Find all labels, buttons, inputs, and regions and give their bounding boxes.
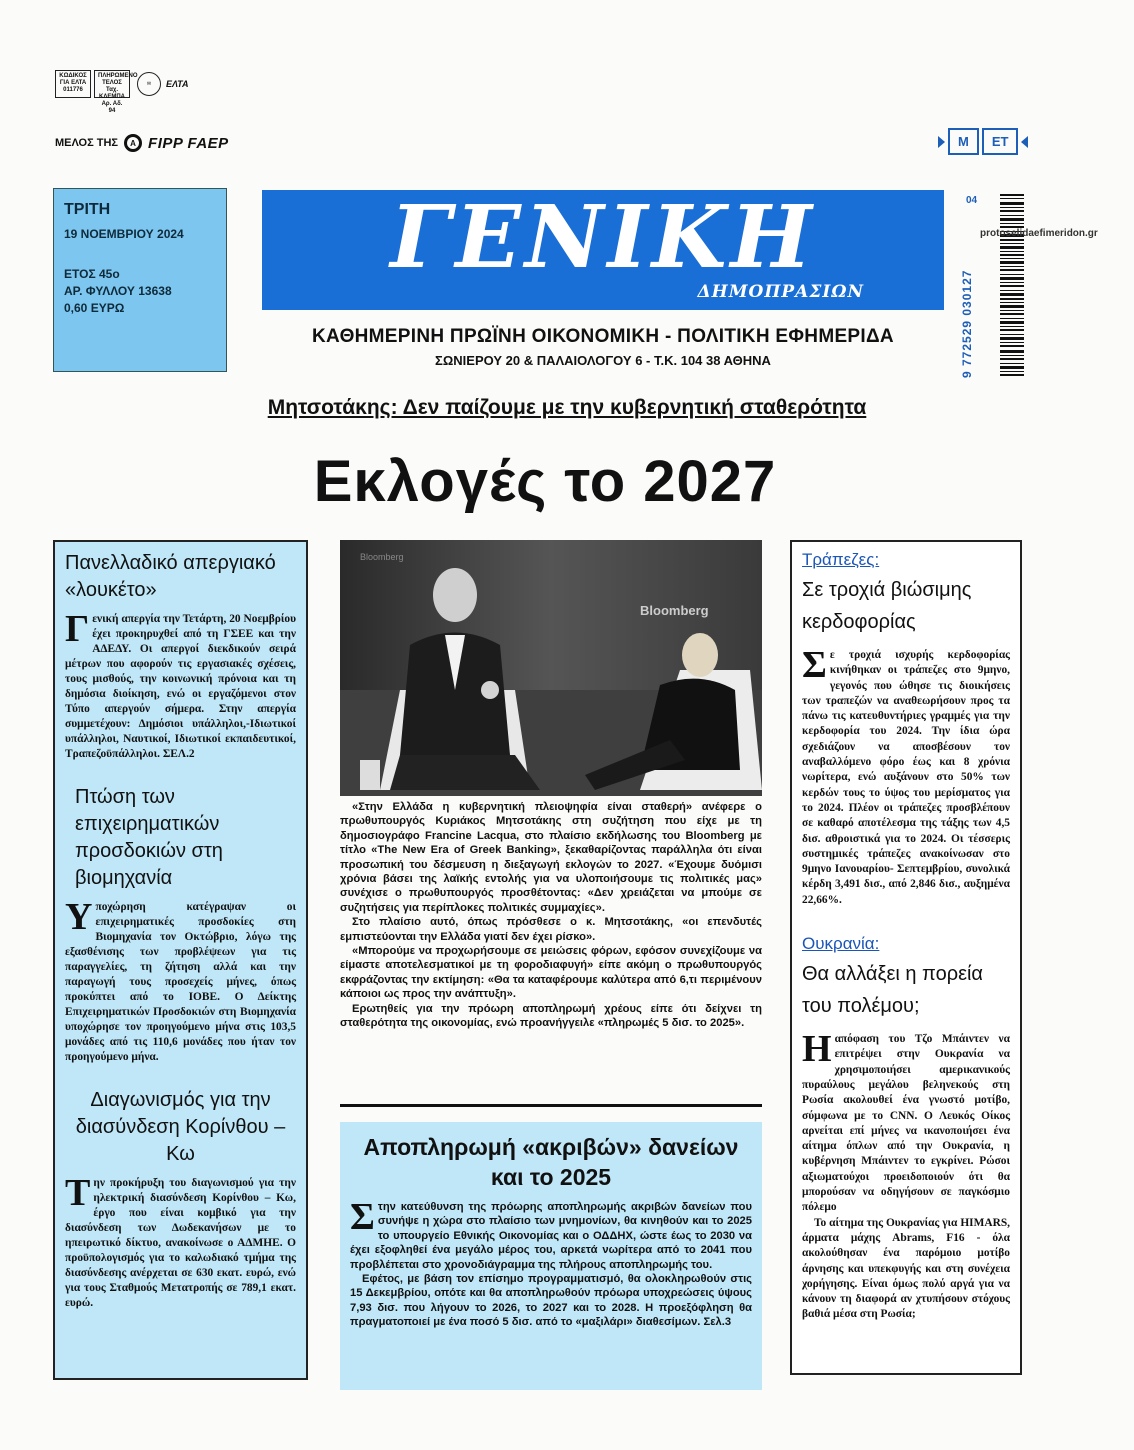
postal-permits [55, 70, 189, 114]
elta-logo: ΕΛΤΑ [166, 79, 189, 89]
interview-photo [340, 540, 762, 796]
photo-brand-text: Bloomberg [640, 603, 709, 618]
met-et: ΕΤ [982, 128, 1019, 155]
met-badge [938, 128, 1028, 155]
drop-cap: Γ [65, 608, 90, 650]
triangle-right-icon [938, 136, 945, 148]
drop-cap: Τ [65, 1172, 91, 1214]
tender-text: ην προκήρυξη του διαγωνισμού για την ηλεκτρική διασύνδεση Κορίνθου – Κω, έργο που είναι κομβικό για την διασύνδεση των Δωδεκανήσων με το ηπειρωτικό δίκτυο, ανακοίνωσε ο ΑΔΜΗΕ. Ο προϋπολογισμός για το καλωδιακό τμήμα της διασύνδεσης ανέρχεται σε 630 εκατ. ευρώ, ενώ για τους Σταθμούς Μετατροπής σε 789,1 εκατ. ευρώ. [65, 1177, 296, 1309]
left-column [53, 540, 308, 1380]
ukraine-text-1: απόφαση του Τζο Μπάιντεν να επιτρέψει στην Ουκρανία να χρησιμοποιήσει αμερικανικούς πυραύλους μεγάλου βεληνεκούς στη Ρωσία ακολουθεί ένα γνωστό μοτίβο, σύμφωνα με το CNN. Ο Λευκός Οίκος αρνείται επί μήνες να ικανοποιήσει ένα αίτημα όπλων από την Ουκρανία, η κυβέρνηση Μπάιντεν το εγκρίνει. Ρώσοι αξιωματούχοι προειδοποιούν ότι θα μπορούσαν να οδηγήσουν σε παγκόσμιο πόλεμο [802, 1033, 1010, 1214]
drop-cap: Υ [65, 896, 93, 938]
barcode-digits: 9 772529 030127 [960, 269, 974, 378]
ukraine-headline: Θα αλλάξει η πορεία του πολέμου; [802, 963, 983, 1018]
tender-headline: Διαγωνισμός για την διασύνδεση Κορίνθου – Κω [75, 1089, 286, 1165]
barcode [970, 192, 1026, 382]
issue-price: 0,60 ΕΥΡΩ [64, 301, 125, 315]
loans-headline: Αποπληρωμή «ακριβών» δανείων και το 2025 [363, 1134, 739, 1190]
triangle-left-icon [1021, 136, 1028, 148]
postage-paid-box: ΠΛΗΡΩΜΕΝΟ ΤΕΛΟΣ Ταχ. ΚΛΕΜΠΑ Αρ. Αδ. 94 [94, 70, 130, 98]
newspaper-subname: ΔΗΜΟΠΡΑΣΙΩΝ [697, 282, 864, 302]
drop-cap: Σ [802, 644, 827, 686]
lead-paragraph: «Μπορούμε να προχωρήσουμε σε μειώσεις φόρων, εφόσον συνεχίζουμε να είμαστε αποτελεσματικοί με τη φοροδιαφυγή» είπε ακόμη ο πρωθυπουργός εκφράζοντας την εκτίμηση: «Θα τα καταφέρουμε καλύτερα από 6,τι περιμένουν κάποιοι ως προς την ανάπτυξη». [340, 945, 762, 1001]
newspaper-name: ΓΕΝΙΚΗ [390, 187, 816, 288]
issue-number: ΑΡ. ΦΥΛΛΟΥ 13638 [64, 284, 172, 298]
lead-paragraph: Στο πλαίσιο αυτό, όπως πρόσθεσε ο κ. Μητσοτάκης, «οι επενδυτές εμπιστεύονται την Ελλάδα γιατί δεν έχει ρίσκο». [340, 916, 762, 943]
ukraine-kicker: Ουκρανία: [802, 934, 880, 954]
elta-code-box: ΚΩΔΙΚΟΣ ΓΙΑ ΕΛΤΑ 011776 [55, 70, 91, 98]
strike-body [65, 608, 296, 762]
ukraine-body [802, 1028, 1010, 1323]
tagline: ΚΑΘΗΜΕΡΙΝΗ ΠΡΩΪΝΗ ΟΙΚΟΝΟΜΙΚΗ - ΠΟΛΙΤΙΚΗ ΕΦΗΜΕΡΙΔΑ [312, 326, 894, 347]
strike-text: ενική απεργία την Τετάρτη, 20 Νοεμβρίου έχει προκηρυχθεί από τη ΓΣΕΕ και την ΑΔΕΔΥ. Οι απεργοί διεκδικούν σειρά μέτρων που αφορούν τις εργασιακές σχέσεις, τους μισθούς, την κοινωνική πρόνοια και τη δημόσια διοίκηση, ενώ οι εργαζόμενοι στον Τύπο απεργούν σήμερα. Στην απεργία συμμετέχουν: Δημόσιοι υπάλληλοι,-Ιδιωτικοί υπάλληλοι, Ναυτικοί, Ιδιωτικοί εκπαιδευτικοί, Τραπεζοϋπάλληλοι. ΣΕΛ.2 [65, 613, 296, 760]
tender-body [65, 1172, 296, 1311]
member-label: ΜΕΛΟΣ ΤΗΣ [55, 137, 119, 149]
issue-year: ΕΤΟΣ 45ο [64, 267, 120, 281]
elta-seal-icon: ✉ [137, 72, 161, 96]
banks-headline: Σε τροχιά βιώσιμης κερδοφορίας [802, 579, 972, 633]
barcode-code: 04 [966, 195, 978, 206]
loans-text-2: Εφέτος, με βάση τον επίσημο προγραμματισμό, θα ολοκληρωθούν στις 15 Δεκεμβρίου, οπότε και θα αποπληρωθούν πρόωρα υποχρεώσεις ύψους 7,93 δισ. που λήγουν το 2026, το 2027 και το 2028. Η προεξόφληση θα πραγματοποιεί με ένα ποσό 5 δισ. από το «μαξιλάρι» διαθεσίμων. Σελ.3 [350, 1273, 752, 1329]
kicker-headline: Μητσοτάκης: Δεν παίζουμε με την κυβερνητική σταθερότητα [267, 396, 867, 419]
strike-headline: Πανελλαδικό απεργιακό «λουκέτο» [65, 552, 276, 601]
banks-kicker: Τράπεζες: [802, 550, 880, 569]
banks-body [802, 644, 1010, 908]
faep-ring-icon: A [124, 134, 142, 152]
masthead [262, 187, 944, 310]
industry-headline: Πτώση των επιχειρηματικών προσδοκιών στη βιομηχανία [75, 786, 223, 889]
lead-paragraph: Ερωτηθείς για την πρόωρη αποπληρωμή χρέους είπε ότι δείχνει τη σταθερότητα της οικονομίας, ενώ προανήγγειλε «πληρωμές 5 δισ. το 2025». [340, 1002, 762, 1030]
ukraine-text-2: Το αίτημα της Ουκρανίας για HIMARS, άρματα μάχης Abrams, F16 - όλα ακολούθησαν ένα παρόμοιο μοτίβο άρνησης και υπεκφυγής και στη συνέχεια χορήγησης. Είναι όμως πολύ αργά για να κάνουν τη διαφορά αν χτυπήσουν στόχους βαθιά μέσα στη Ρωσία; [802, 1216, 1010, 1321]
lead-paragraph: «Στην Ελλάδα η κυβερνητική πλειοψηφία είναι σταθερή» ανέφερε ο πρωθυπουργός Κυριάκος Μητσοτάκης στη συζήτηση που είχε με τη δημοσιογράφο Francine Lacqua, στο πλαίσιο εκδήλωσης του Bloomberg με τίτλο «The New Era of Greek Banking», ξεκαθαρίζοντας παράλληλα ότι είναι προσωπική του δέσμευση η διεξαγωγή εκλογών το 2027. «Έχουμε δυόμισι χρόνια βάσει της λαϊκής εντολής για να υλοποιήσουμε τις πολιτικές μας» συνέχισε ο πρωθυπουργός προσθέτοντας: «Δεν χρειάζεται να μπούμε σε συζητήσεις για περίπλοκες πολιτικές συμμαχίες». [340, 801, 762, 914]
source-site: protoselidaefimeridon.gr [980, 228, 1098, 239]
industry-body [65, 896, 296, 1065]
photo-brand-text-small: Bloomberg [360, 552, 404, 562]
divider [340, 1104, 762, 1107]
main-headline: Εκλογές το 2027 [313, 449, 777, 514]
address: ΣΩΝΙΕΡΟΥ 20 & ΠΑΛΑΙΟΛΟΓΟΥ 6 - Τ.Κ. 104 38 ΑΘΗΝΑ [435, 353, 771, 368]
member-org: FIPP FAEP [148, 134, 229, 152]
industry-text: ποχώρηση κατέγραψαν οι επιχειρηματικές προσδοκίες στη Βιομηχανία τον Οκτώβριο, λόγω της εξασθένισης των προβλέψεων για τις παραγγελίες, τη ζήτηση αλλά και την παραγωγή τους προσεχείς μήνες, όπως προκύπτει από το ΙΟΒΕ. Ο Δείκτης Επιχειρηματικών Προσδοκιών στη Βιομηχανία υποχώρησε τον προηγούμενο μήνα στις 103,5 μονάδες από τις 110,6 μονάδες που ήταν τον προηγούμενο μήνα. [65, 901, 296, 1063]
issue-day: ΤΡΙΤΗ [64, 201, 111, 218]
membership [55, 134, 229, 152]
lead-article [340, 800, 762, 1031]
met-m: Μ [948, 128, 979, 155]
issue-date: 19 ΝΟΕΜΒΡΙΟΥ 2024 [64, 227, 184, 241]
drop-cap: Σ [350, 1196, 375, 1238]
right-column [790, 540, 1022, 1375]
loans-text-1: την κατεύθυνση της πρόωρης αποπληρωμής ακριβών δανείων που συνήψε η χώρα στο πλαίσιο των μνημονίων, θα κινηθούν και το 2025 το υπουργείο Εθνικής Οικονομίας και ο ΟΔΔΗΧ, ώστε έως το 2030 να έχει εξοφληθεί ένα μεγάλο μέρος του, αρκετά νωρίτερα από το 2041 που προβλέπεται στο χρονοδιάγραμμα της πλήρους αποπληρωμής του. [350, 1201, 752, 1271]
banks-text: ε τροχιά ισχυρής κερδοφορίας κινήθηκαν οι τράπεζες στο 9μηνο, γεγονός που ώθησε τις διοικήσεις των τραπεζών να αναθεωρήσουν προς τα πάνω τις κατευθυντήριες γραμμές για την κερδοφορία του 2024. Την ίδια ώρα σχεδιάζουν να αποσβέσουν τον αναβαλλόμενο φόρο έως και 8 χρόνια νωρίτερα, ενώ αυξάνουν στο 50% των κερδών τους το ύψος του μερίσματος για το 2024. Πλέον οι τράπεζες προσβλέπουν σε καθαρό αποτέλεσμα της τάξης των 4,5 δισ. αθροιστικά για το 2024. Οι τέσσερις συστημικές τράπεζες ανακοίνωσαν στο 9μηνο Ιανουαρίου- Σεπτεμβρίου, συνολικά κέρδη 3,491 δισ., από 2,846 δισ., αυξημένα 22,66%. [802, 649, 1010, 906]
loans-box [340, 1122, 762, 1390]
issue-info-box [53, 188, 227, 372]
loans-body [350, 1196, 752, 1330]
drop-cap: Η [802, 1028, 832, 1071]
